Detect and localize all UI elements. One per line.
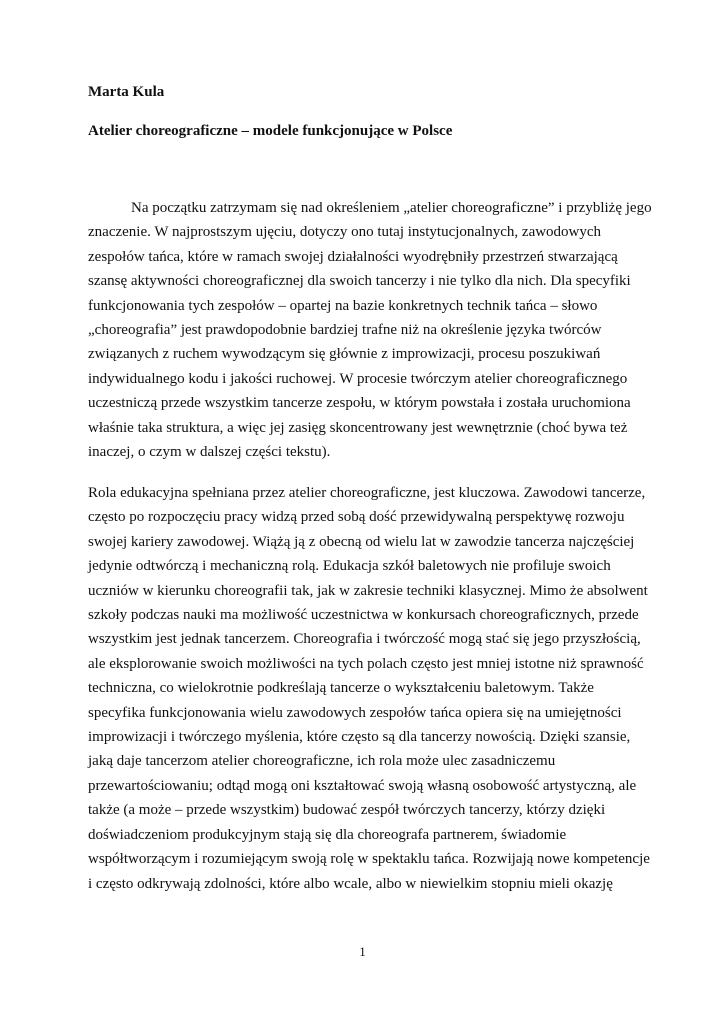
text-line: „choreografia” jest prawdopodobnie bardziej trafne niż na określenie języka twórców: [88, 322, 602, 339]
text-line: uczestniczą przede wszystkim tancerze zespołu, w którym powstała i została uruchomiona: [88, 395, 631, 412]
text-line: związanych z ruchem wywodzącym się głównie z improwizacji, procesu poszukiwań: [88, 346, 601, 363]
text-line: specyfika funkcjonowania wielu zawodowych zespołów tańca opiera się na umiejętności: [88, 704, 622, 721]
text-line: często po rozpoczęciu pracy widzą przed sobą dość przewidywalną perspektywę rozwoju: [88, 509, 625, 526]
author-name: Marta Kula: [88, 84, 165, 100]
text-line: przewartościowaniu; odtąd mogą oni kształtować swoją własną osobowość artystyczną, ale: [88, 777, 637, 794]
text-line: ale eksplorowanie swoich możliwości na tych polach często jest mniej istotne niż sprawność: [88, 655, 644, 672]
text-line: indywidualnego kodu i jakości ruchowej. W procesie twórczym atelier choreograficznego: [88, 370, 628, 387]
document-title: Atelier choreograficzne – modele funkcjonujące w Polsce: [88, 123, 453, 139]
text-line: doświadczeniom produkcyjnym stają się dla choreografa partnerem, świadomie: [88, 826, 567, 843]
text-line: techniczna, co wielokrotnie podkreślają tancerze o wykształceniu baletowym. Także: [88, 680, 594, 697]
text-line: właśnie taka struktura, a więc jej zasięg skoncentrowany jest wewnętrznie (choć bywa też: [88, 419, 628, 436]
text-line: szansę aktywności choreograficznej dla swoich tancerzy i nie tylko dla nich. Dla specyfiki: [88, 273, 631, 290]
text-line: jedynie odtwórczą i mechaniczną rolą. Edukacja szkół baletowych nie profiluje swoich: [88, 558, 611, 575]
text-line: zespołów tańca, które w ramach swojej działalności wyodrębniły przestrzeń stwarzającą: [88, 248, 618, 265]
text-line: wszystkim jest jednak tancerzem. Choreografia i twórczość mogą stać się jego przyszłością,: [88, 631, 641, 648]
text-line: także (a może – przede wszystkim) budować zespół twórczych tancerzy, którzy dzięki: [88, 802, 606, 819]
text-line: Na początku zatrzymam się nad określeniem „atelier choreograficzne” i przybliżę jego: [131, 200, 652, 216]
text-line: znaczenie. W najprostszym ujęciu, dotyczy ono tutaj instytucjonalnych, zawodowych: [88, 224, 602, 241]
paragraph-2: [88, 481, 648, 896]
page-number: 1: [359, 944, 366, 959]
text-line: współtworzącym i rozumiejącym swoją rolę w spektaklu tańca. Rozwijają nowe kompetencje: [88, 851, 650, 868]
text-line: szkoły podczas nauki ma możliwość uczestnictwa w konkursach choreograficznych, przede: [88, 607, 639, 624]
text-line: Rola edukacyjna spełniana przez atelier choreograficzne, jest kluczowa. Zawodowi tancerze,: [88, 485, 646, 501]
text-line: inaczej, o czym w dalszej części tekstu).: [88, 444, 331, 461]
text-line: i często odkrywają zdolności, które albo wcale, albo w niewielkim stopniu mieli okazję: [88, 875, 613, 892]
text-line: swojej kariery zawodowej. Wiążą ją z obecną od wielu lat w zawodzie tancerza najczęściej: [88, 533, 635, 550]
text-line: funkcjonowania tych zespołów – opartej na bazie konkretnych technik tańca – słowo: [88, 297, 598, 314]
text-line: uczniów w kierunku choreografii tak, jak w zakresie techniki klasycznej. Mimo że absolwent: [88, 582, 648, 599]
text-line: improwizacji i twórczego myślenia, które często są dla tancerzy nowością. Dzięki szansie,: [88, 729, 631, 746]
text-line: jaką daje tancerzom atelier choreograficzne, ich rola może ulec zasadniczemu: [88, 753, 556, 770]
paragraph-1: [88, 196, 652, 464]
